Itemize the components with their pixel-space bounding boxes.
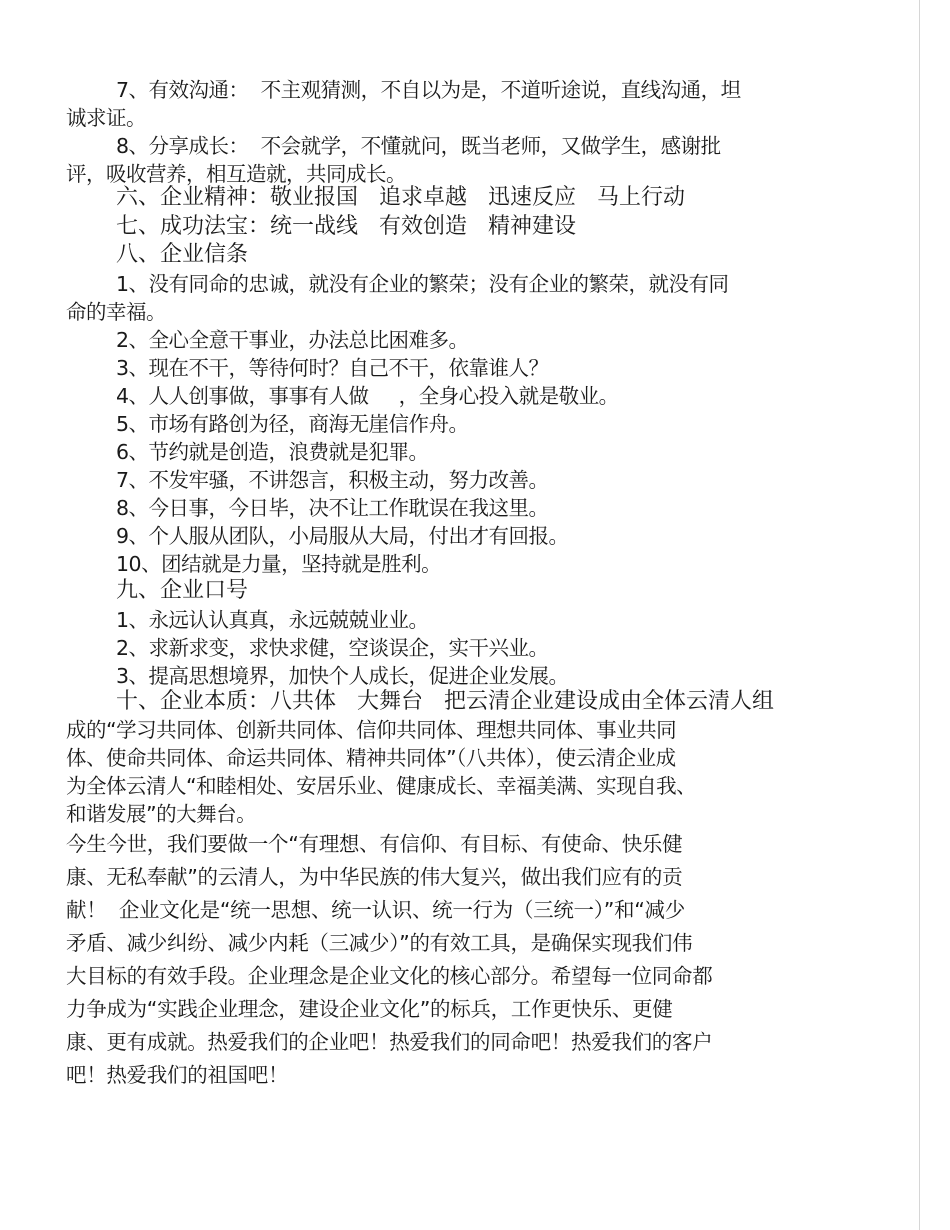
text-line: 命的幸福。 [66, 300, 166, 324]
text-line: 力争成为“实践企业理念，建设企业文化”的标兵，工作更快乐、更健 [66, 997, 673, 1021]
text-line: 今生今世，我们要做一个“有理想、有信仰、有目标、有使命、快乐健 [66, 832, 683, 856]
text-line: 大目标的有效手段。企业理念是企业文化的核心部分。希望每一位同命都 [66, 964, 713, 988]
text-line: 4、人人创事做，事事有人做 ，全身心投入就是敬业。 [116, 384, 619, 408]
section-heading: 九、企业口号 [116, 578, 249, 603]
text-line: 和谐发展”的大舞台。 [66, 802, 257, 826]
text-line: 9、个人服从团队，小局服从大局，付出才有回报。 [116, 524, 569, 548]
text-line: 7、有效沟通： 不主观猜测，不自以为是，不道听途说，直线沟通，坦 [116, 78, 741, 102]
section-heading: 八、企业信条 [116, 242, 249, 267]
text-line: 8、今日事，今日毕，决不让工作耽误在我这里。 [116, 496, 549, 520]
text-line: 康、无私奉献”的云清人，为中华民族的伟大复兴，做出我们应有的贡 [66, 865, 683, 889]
text-line: 6、节约就是创造，浪费就是犯罪。 [116, 440, 429, 464]
text-line: 3、现在不干，等待何时？自己不干，依靠谁人？ [116, 356, 549, 380]
text-line: 体、使命共同体、命运共同体、精神共同体”（八共体），使云清企业成 [66, 746, 676, 770]
section-heading: 十、企业本质：八共体 大舞台 把云清企业建设成由全体云清人组 [116, 689, 774, 714]
text-line: 2、全心全意干事业，办法总比困难多。 [116, 328, 469, 352]
text-line: 为全体云清人“和睦相处、安居乐业、健康成长、幸福美满、实现自我、 [66, 774, 697, 798]
text-line: 献！ 企业文化是“统一思想、统一认识、统一行为（三统一）”和“减少 [66, 898, 685, 922]
text-line: 5、市场有路创为径，商海无崖信作舟。 [116, 412, 469, 436]
text-line: 3、提高思想境界，加快个人成长，促进企业发展。 [116, 664, 569, 688]
text-line: 康、更有成就。热爱我们的企业吧！热爱我们的同命吧！热爱我们的客户 [66, 1030, 713, 1054]
text-line: 1、永远认认真真，永远兢兢业业。 [116, 608, 429, 632]
section-heading: 七、成功法宝：统一战线 有效创造 精神建设 [116, 214, 576, 239]
text-line: 诚求证。 [66, 106, 146, 130]
text-line: 吧！热爱我们的祖国吧！ [66, 1063, 289, 1087]
text-line: 成的“学习共同体、创新共同体、信仰共同体、理想共同体、事业共同 [66, 718, 677, 742]
text-line: 1、没有同命的忠诚，就没有企业的繁荣；没有企业的繁荣，就没有同 [116, 272, 729, 296]
text-line: 8、分享成长： 不会就学，不懂就问，既当老师，又做学生，感谢批 [116, 134, 721, 158]
section-heading: 六、企业精神：敬业报国 追求卓越 迅速反应 马上行动 [116, 185, 685, 210]
text-line: 2、求新求变，求快求健，空谈误企，实干兴业。 [116, 636, 549, 660]
text-line: 矛盾、减少纠纷、减少内耗（三减少）”的有效工具，是确保实现我们伟 [66, 931, 693, 955]
text-line: 7、不发牢骚，不讲怨言，积极主动，努力改善。 [116, 468, 549, 492]
text-line: 10、团结就是力量，坚持就是胜利。 [116, 552, 442, 576]
text-line: 评，吸收营养，相互造就，共同成长。 [66, 162, 406, 186]
